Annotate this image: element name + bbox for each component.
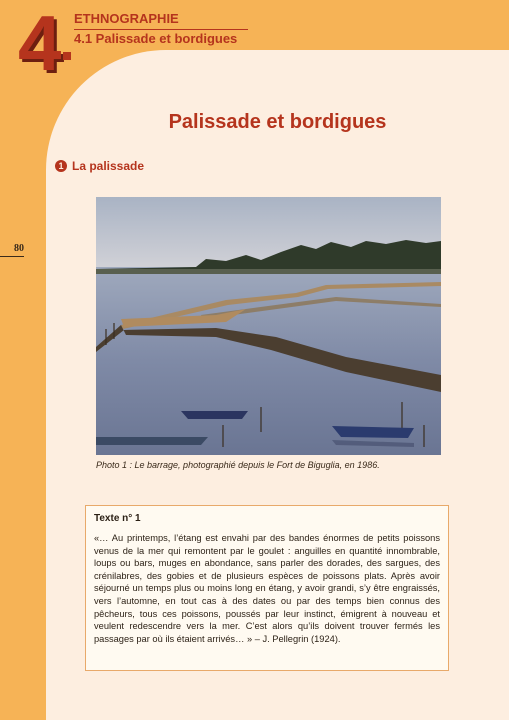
header-rule	[74, 29, 248, 30]
subsection-title: 4.1 Palissade et bordigues	[74, 31, 238, 46]
page-title: Palissade et bordigues	[168, 111, 387, 133]
quote-box	[85, 505, 449, 671]
heading-label: La palissade	[72, 159, 145, 173]
photo-barrage	[96, 197, 441, 455]
section-title: ETHNOGRAPHIE	[74, 11, 179, 26]
chapter-dot	[63, 52, 71, 60]
quote-title: Texte n° 1	[94, 513, 141, 524]
page-number: 80	[0, 243, 24, 257]
quote-body: «… Au printemps, l’étang est envahi par des bandes énormes de petits poissons venus de la mer qui remontent par le goulet : anguilles en quantité innombrable, loups ou bars, muges en abondance, sans parler des dorades, des sargues, des crénilabres, des gobies et de plusieurs espèces de poissons plats. Après avoir séjourné un temps plus ou moins long en étang, y avoir grandi, s’y être engraissés, vers l’automne, en tout cas à des dates ou par des temps bien connus des pêcheurs, tous ces poissons, poussés par leur instinct, émigrent à nouveau et veulent redescendre vers la mer. C’est alors qu’ils doivent trouver fermés les passages par où ils étaient arrivés… » – J. Pellegrin (1924).	[94, 533, 440, 644]
photo-caption: Photo 1 : Le barrage, photographié depuis le Fort de Biguglia, en 1986.	[96, 460, 380, 470]
chapter-number: 4	[18, 0, 60, 87]
section-heading	[55, 159, 144, 173]
number-bullet: 1	[55, 160, 67, 172]
